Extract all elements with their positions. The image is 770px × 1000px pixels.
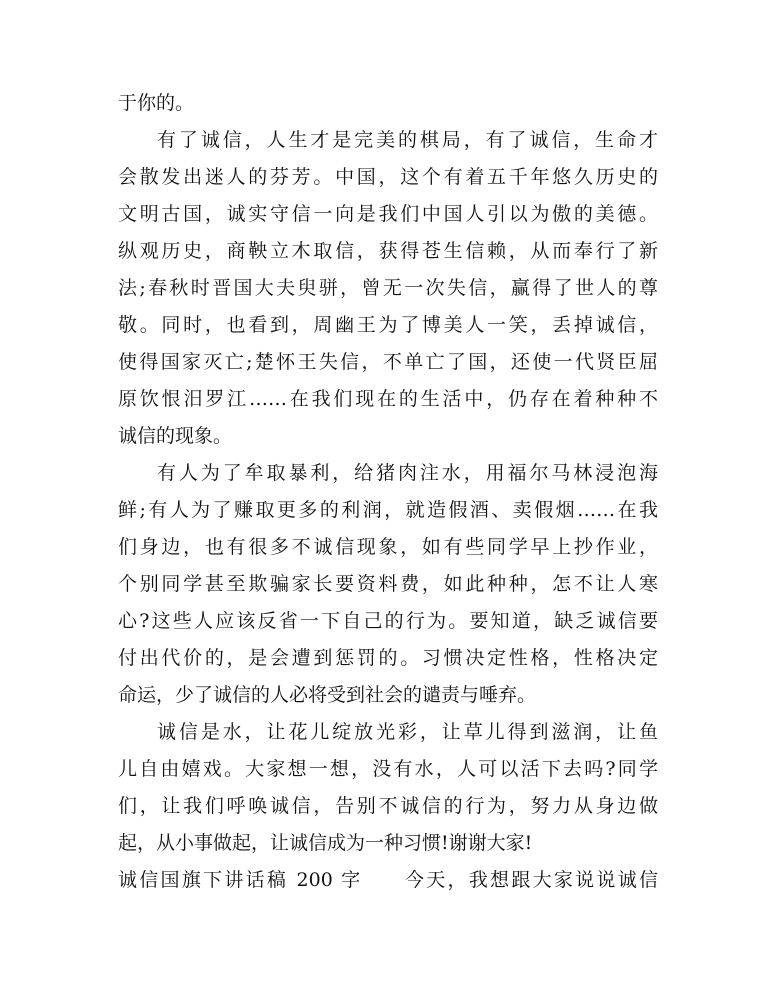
text-line: 会散发出迷人的芬芳。中国，这个有着五千年悠久历史的 — [118, 166, 658, 188]
paragraph-first-line: 有了诚信，人生才是完美的棋局，有了诚信，生命才 — [157, 129, 658, 151]
section-title-line: 诚信国旗下讲话稿 200 字 今天，我想跟大家说说诚信 — [118, 869, 658, 891]
text-line: 文明古国，诚实守信一向是我们中国人引以为傲的美德。 — [118, 203, 658, 225]
text-line: 们，让我们呼唤诚信，告别不诚信的行为，努力从身边做 — [118, 795, 658, 817]
text-line: 使得国家灭亡;楚怀王失信，不单亡了国，还使一代贤臣屈 — [118, 351, 658, 373]
text-line: 诚信的现象。 — [118, 425, 233, 447]
text-line: 原饮恨汨罗江……在我们现在的生活中，仍存在着种种不 — [118, 388, 658, 410]
text-line: 们身边，也有很多不诚信现象，如有些同学早上抄作业， — [118, 536, 658, 558]
text-line: 儿自由嬉戏。大家想一想，没有水，人可以活下去吗?同学 — [118, 758, 658, 780]
text-line: 于你的。 — [118, 92, 195, 114]
text-line: 敬。同时，也看到，周幽王为了博美人一笑，丢掉诚信， — [118, 314, 658, 336]
text-line: 起，从小事做起，让诚信成为一种习惯!谢谢大家! — [118, 832, 533, 854]
text-line: 鲜;有人为了赚取更多的利润，就造假酒、卖假烟……在我 — [118, 499, 658, 521]
text-line: 纵观历史，商鞅立木取信，获得苍生信赖，从而奉行了新 — [118, 240, 658, 262]
text-line: 付出代价的，是会遭到惩罚的。习惯决定性格，性格决定 — [118, 647, 658, 669]
paragraph-first-line: 有人为了牟取暴利，给猪肉注水，用福尔马林浸泡海 — [157, 462, 658, 484]
text-line: 法;春秋时晋国大夫臾骈，曾无一次失信，赢得了世人的尊 — [118, 277, 658, 299]
text-line: 个别同学甚至欺骗家长要资料费，如此种种，怎不让人寒 — [118, 573, 658, 595]
paragraph-first-line: 诚信是水，让花儿绽放光彩，让草儿得到滋润，让鱼 — [157, 721, 658, 743]
text-line: 命运，少了诚信的人必将受到社会的谴责与唾弃。 — [118, 684, 537, 706]
text-line: 心?这些人应该反省一下自己的行为。要知道，缺乏诚信要 — [118, 610, 658, 632]
